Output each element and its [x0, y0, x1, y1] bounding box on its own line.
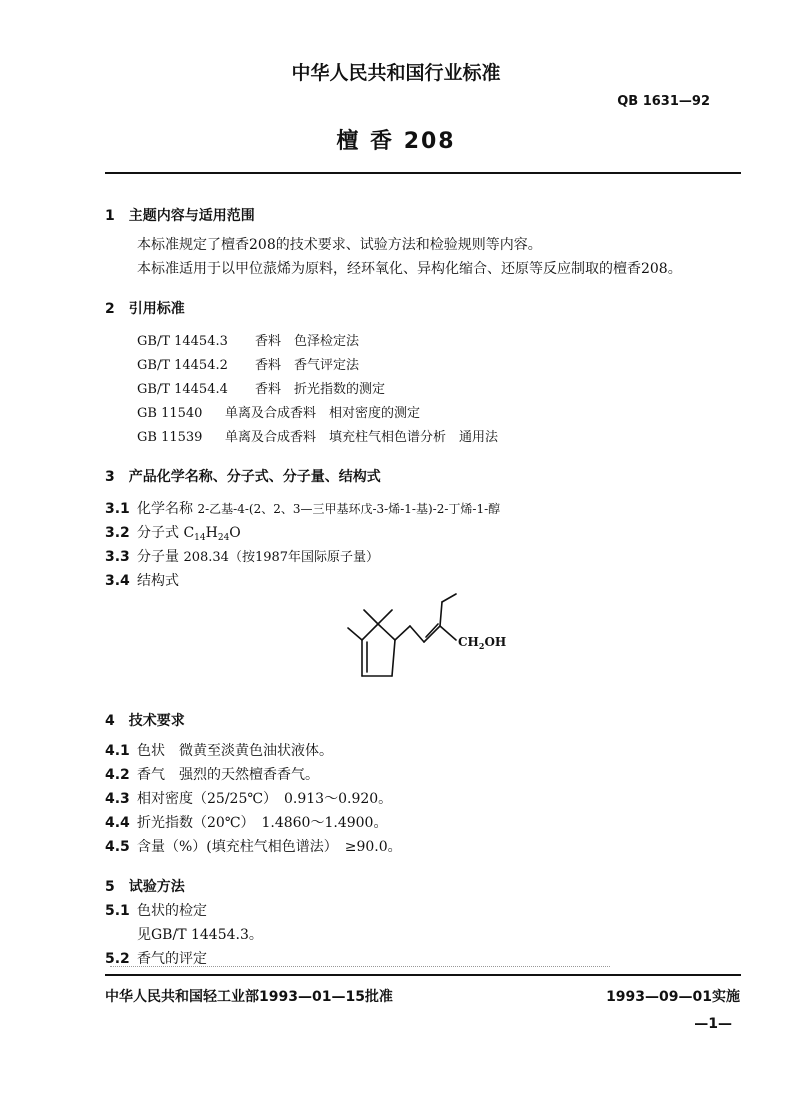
section-1-heading: 1 主题内容与适用范围	[105, 208, 255, 224]
scan-artifact-line	[110, 966, 610, 968]
structural-formula	[340, 590, 530, 682]
test-method-text: 见GB/T 14454.3。	[137, 927, 263, 943]
chemical-name-line	[105, 498, 500, 518]
requirement-item	[105, 788, 392, 808]
structure-line	[105, 570, 179, 590]
reference-code: GB/T 14454.4	[137, 382, 228, 397]
molecular-weight: 208.34（按1987年国际原子量）	[183, 550, 380, 565]
reference-item	[137, 330, 359, 349]
reference-code: GB/T 14454.2	[137, 358, 228, 373]
clause-label: 色状的检定	[137, 903, 207, 919]
clause-number: 4.5	[105, 839, 130, 855]
clause-number: 3.1	[105, 501, 130, 517]
test-method-item	[105, 948, 207, 968]
standard-code: QB 1631—92	[617, 94, 710, 109]
clause-label: 分子式	[137, 525, 179, 541]
reference-code: GB 11540	[137, 406, 203, 421]
clause-number: 4.1	[105, 743, 130, 759]
header-divider	[105, 172, 741, 174]
requirement-item	[105, 764, 319, 784]
molecular-weight-line	[105, 546, 379, 566]
clause-number: 4.4	[105, 815, 130, 831]
reference-text: 香料 香气评定法	[255, 358, 360, 373]
reference-item	[137, 378, 385, 397]
reference-item	[137, 402, 420, 421]
molecular-formula: $C_{14}H_{24}O$	[183, 525, 241, 543]
requirement-text: 色状 微黄至淡黄色油状液体。	[137, 743, 333, 759]
clause-label: 分子量	[137, 549, 179, 565]
reference-item	[137, 354, 359, 373]
chemical-name: 2-乙基-4-(2、2、3—三甲基环戊-3-烯-1-基)-2-丁烯-1-醇	[197, 502, 501, 516]
clause-number: 3.3	[105, 549, 130, 565]
requirement-item	[105, 740, 333, 760]
page-title: 檀 香 208	[336, 129, 456, 154]
implementation-date: 1993—09—01实施	[606, 989, 740, 1005]
reference-text: 单离及合成香料 填充柱气相色谱分析 通用法	[225, 430, 499, 445]
requirement-text: 折光指数（20℃） 1.4860～1.4900。	[137, 815, 388, 831]
requirement-item	[105, 812, 387, 832]
clause-number: 4.3	[105, 791, 130, 807]
standard-category-title: 中华人民共和国行业标准	[291, 62, 501, 84]
clause-number: 3.2	[105, 525, 130, 541]
section-3-heading: 3 产品化学名称、分子式、分子量、结构式	[105, 469, 381, 485]
reference-text: 香料 折光指数的测定	[255, 382, 386, 397]
clause-label: 化学名称	[137, 501, 193, 517]
clause-number: 4.2	[105, 767, 130, 783]
reference-code: GB 11539	[137, 430, 203, 445]
reference-code: GB/T 14454.3	[137, 334, 228, 349]
page-number: —1—	[694, 1016, 732, 1032]
clause-label: 香气的评定	[137, 951, 207, 967]
section-5-heading: 5 试验方法	[105, 879, 185, 895]
section-4-heading: 4 技术要求	[105, 713, 185, 729]
requirement-item	[105, 836, 402, 856]
hydroxymethyl-label: $CH_2OH$	[458, 635, 507, 651]
clause-number: 5.1	[105, 903, 130, 919]
requirement-text: 含量（%）(填充柱气相色谱法） ≥90.0。	[137, 839, 402, 855]
clause-label: 结构式	[137, 573, 179, 589]
requirement-text: 香气 强烈的天然檀香香气。	[137, 767, 319, 783]
section-1-para-1: 本标准规定了檀香208的技术要求、试验方法和检验规则等内容。	[137, 237, 542, 253]
footer-divider	[105, 974, 741, 976]
approval-note: 中华人民共和国轻工业部1993—01—15批准	[105, 989, 393, 1005]
reference-text: 香料 色泽检定法	[255, 334, 360, 349]
test-method-item	[105, 900, 207, 920]
section-2-heading: 2 引用标准	[105, 301, 185, 317]
clause-number: 5.2	[105, 951, 130, 967]
molecular-formula-line	[105, 522, 241, 543]
reference-item	[137, 426, 498, 445]
clause-number: 3.4	[105, 573, 130, 589]
requirement-text: 相对密度（25/25℃） 0.913～0.920。	[137, 791, 393, 807]
reference-text: 单离及合成香料 相对密度的测定	[225, 406, 421, 421]
section-1-para-2: 本标准适用于以甲位蒎烯为原料，经环氧化、异构化缩合、还原等反应制取的檀香208。	[137, 261, 682, 277]
